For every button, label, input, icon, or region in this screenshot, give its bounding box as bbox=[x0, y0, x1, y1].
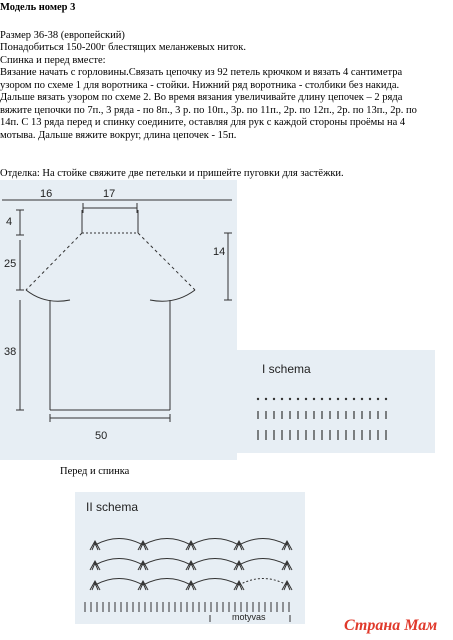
dim-left-4: 4 bbox=[6, 216, 13, 228]
schema-1-label: I schema bbox=[262, 362, 311, 376]
instruction-line-2: узором по схеме 1 для воротника - стойки. Нижний ряд воротника - столбики без накида. bbox=[0, 80, 400, 91]
instruction-line-3: Дальше вязать узором по схеме 2. Во время вязания увеличивайте длину цепочек – 2 ряда bbox=[0, 92, 403, 103]
instruction-line-5: 14п. С 13 ряда перед и спинку соедините, оставляя для рук с каждой стороны проёмы на 4 bbox=[0, 117, 406, 128]
instruction-line-6: мотыва. Дальше вяжите вокруг, длина цепочек - 15п. bbox=[0, 130, 237, 141]
schema-caption: Перед и спинка bbox=[60, 466, 130, 477]
site-watermark: Страна Мам bbox=[344, 617, 438, 634]
instruction-line-1: Вязание начать с горловины.Связать цепочку из 92 петель крючком и вязать 4 сантиметра bbox=[0, 67, 403, 78]
size-line: Размер 36-38 (европейский) bbox=[0, 30, 125, 41]
dim-top-middle: 17 bbox=[103, 188, 116, 200]
dim-bottom-50: 50 bbox=[95, 430, 108, 442]
doc-title: Модель номер 3 bbox=[0, 2, 76, 13]
dim-left-38: 38 bbox=[4, 346, 17, 358]
yarn-line: Понадобиться 150-200г блестящих меланжевых ниток. bbox=[0, 42, 247, 53]
dim-left-25: 25 bbox=[4, 258, 17, 270]
schema-2-label: II schema bbox=[86, 500, 139, 514]
motif-label: motyvas bbox=[232, 612, 266, 622]
instruction-line-4: вяжите цепочки по 7п., 3 ряда - по 8п., 3 р. по 10п., 3р. по 11п., 2р. по 12п., 2р. по 13п., 2р. по bbox=[0, 105, 417, 116]
section-heading: Спинка и перед вместе: bbox=[0, 55, 106, 66]
finishing-line: Отделка: На стойке свяжите две петельки и пришейте пуговки для застёжки. bbox=[0, 168, 344, 179]
dim-top-left: 16 bbox=[40, 188, 53, 200]
dim-right-14: 14 bbox=[213, 246, 226, 258]
